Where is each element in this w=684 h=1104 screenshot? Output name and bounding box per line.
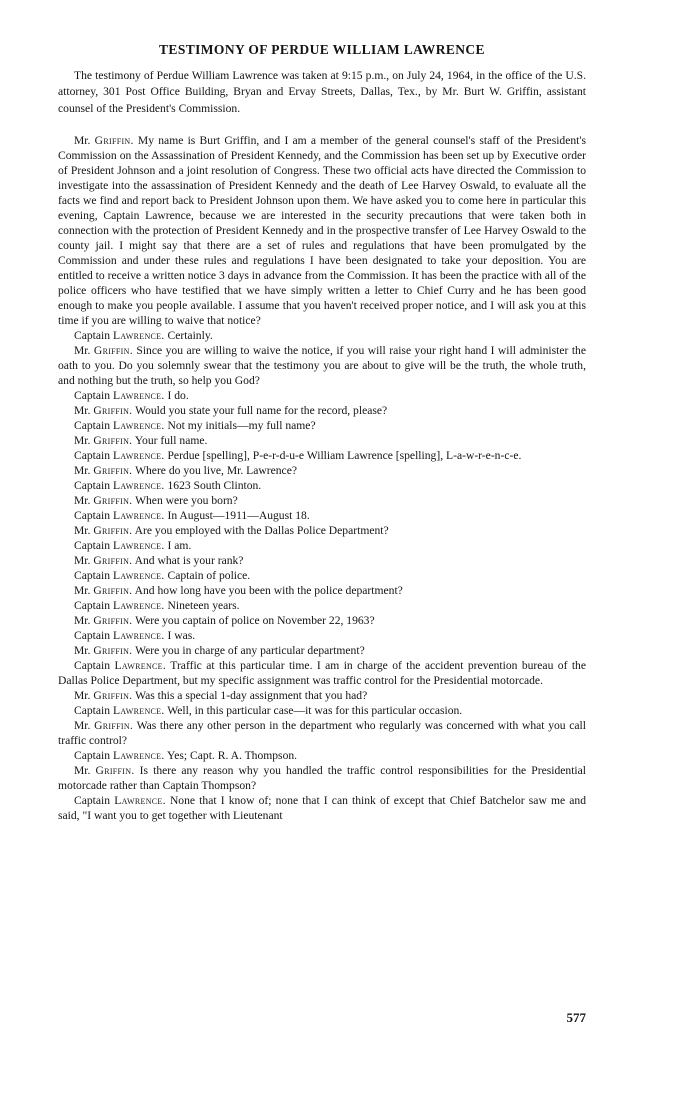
speaker-title: Captain: [74, 419, 111, 433]
testimony-paragraph: [58, 718, 586, 748]
testimony-paragraph: [58, 448, 586, 463]
speaker-title: Captain: [74, 599, 111, 613]
speaker-title: Mr.: [74, 134, 91, 148]
testimony-paragraph: [58, 793, 586, 823]
testimony-paragraph: [58, 763, 586, 793]
testimony-text: Captain of police.: [167, 569, 251, 583]
testimony-paragraph: [58, 523, 586, 538]
testimony-text: Yes; Capt. R. A. Thompson.: [167, 749, 298, 763]
testimony-text: Well, in this particular case—it was for this particular occasion.: [167, 704, 463, 718]
speaker-name: Griffin.: [94, 719, 134, 733]
speaker-name: Lawrence.: [112, 569, 165, 583]
testimony-text: Is there any reason why you handled the traffic control responsibilities for the Presidential motorcade rather than Captain Thompson?: [58, 764, 587, 793]
speaker-name: Lawrence.: [112, 539, 165, 553]
speaker-title: Captain: [74, 389, 111, 403]
speaker-title: Mr.: [74, 494, 91, 508]
speaker-name: Griffin.: [93, 614, 133, 628]
testimony-text: Nineteen years.: [167, 599, 240, 613]
testimony-text: My name is Burt Griffin, and I am a member of the general counsel's staff of the President's Commission on the Assassination of President Kennedy, and the Commission has been set up by Executive order of President Johnson and a joint resolution of Congress. These two official acts have directed the Commission to investigate into the assassination of President Kennedy and the death of Lee Harvey Oswald, to evaluate all the facts we find and report back to President Johnson upon them. We have asked you to come here in particular this evening, Captain Lawrence, because we are interested in the security precautions that were taken both in connection with the protection of President Kennedy and in the prospective transfer of Lee Harvey Oswald to the county jail. I might say that there are a set of rules and regulations that have been promulgated by the Commission and under these rules and regulations I have been designated to take your deposition. You are entitled to receive a written notice 3 days in advance from the Commission. It has been the practice with all of the police officers who have testified that we have simply written a letter to Chief Curry and he has been good enough to make you people available. I assume that you haven't received proper notice, and I will ask you at this time if you are willing to waive that notice?: [58, 134, 586, 328]
testimony-text: In August—1911—August 18.: [167, 509, 310, 523]
document-title: TESTIMONY OF PERDUE WILLIAM LAWRENCE: [159, 42, 485, 57]
testimony-paragraph: [58, 703, 586, 718]
testimony-paragraph: [58, 748, 586, 763]
testimony-paragraph: [58, 508, 586, 523]
speaker-title: Mr.: [74, 434, 91, 448]
speaker-title: Mr.: [74, 614, 91, 628]
speaker-name: Griffin.: [93, 464, 133, 478]
testimony-paragraph: [58, 463, 586, 478]
intro-paragraph: The testimony of Perdue William Lawrence was taken at 9:15 p.m., on July 24, 1964, in the office of the U.S. attorney, 301 Post Office Building, Bryan and Ervay Streets, Dallas, Tex., by Mr. Burt W. Griffin, assistant counsel of the President's Commission.: [58, 69, 586, 115]
testimony-text: Was this a special 1-day assignment that you had?: [135, 689, 368, 703]
document-page: [58, 42, 586, 823]
speaker-title: Mr.: [74, 644, 91, 658]
speaker-title: Mr.: [74, 524, 91, 538]
testimony-paragraph: [58, 433, 586, 448]
testimony-text: Since you are willing to waive the notice, if you will raise your right hand I will administer the oath to you. Do you solemnly swear that the testimony you are about to give will be the truth, the whole truth, and nothing but the truth, so help you God?: [58, 344, 586, 388]
testimony-paragraph: [58, 643, 586, 658]
speaker-title: Mr.: [74, 554, 91, 568]
speaker-title: Captain: [74, 629, 111, 643]
testimony-text: Perdue [spelling], P-e-r-d-u-e William Lawrence [spelling], L-a-w-r-e-n-c-e.: [167, 449, 522, 463]
speaker-name: Griffin.: [93, 524, 133, 538]
speaker-name: Griffin.: [93, 494, 133, 508]
speaker-name: Lawrence.: [112, 704, 165, 718]
testimony-body: [58, 133, 586, 823]
testimony-paragraph: [58, 688, 586, 703]
testimony-text: And what is your rank?: [134, 554, 244, 568]
speaker-title: Captain: [74, 569, 111, 583]
speaker-name: Lawrence.: [114, 659, 167, 673]
testimony-paragraph: [58, 658, 586, 688]
speaker-title: Captain: [74, 479, 111, 493]
speaker-name: Lawrence.: [112, 329, 165, 343]
testimony-text: Traffic at this particular time. I am in charge of the accident prevention bureau of the Dallas Police Department, but my specific assignment was traffic control for the Presidential motorcade.: [58, 659, 586, 688]
testimony-text: Would you state your full name for the record, please?: [135, 404, 388, 418]
speaker-title: Mr.: [74, 689, 91, 703]
testimony-text: Was there any other person in the department who regularly was concerned with what you call traffic control?: [58, 719, 586, 748]
testimony-paragraph: [58, 598, 586, 613]
speaker-title: Captain: [74, 704, 111, 718]
speaker-title: Captain: [74, 794, 111, 808]
speaker-name: Griffin.: [93, 434, 133, 448]
testimony-paragraph: [58, 613, 586, 628]
speaker-name: Griffin.: [94, 134, 134, 148]
testimony-paragraph: [58, 568, 586, 583]
speaker-title: Mr.: [74, 344, 91, 358]
testimony-text: Not my initials—my full name?: [167, 419, 316, 433]
speaker-title: Captain: [74, 749, 111, 763]
testimony-paragraph: [58, 583, 586, 598]
speaker-name: Lawrence.: [112, 479, 165, 493]
testimony-paragraph: [58, 328, 586, 343]
speaker-name: Lawrence.: [112, 629, 165, 643]
testimony-text: None that I know of; none that I can think of except that Chief Batchelor saw me and said, "I want you to get together with Lieutenant: [58, 794, 586, 823]
testimony-paragraph: [58, 133, 586, 328]
speaker-name: Lawrence.: [112, 599, 165, 613]
speaker-name: Lawrence.: [112, 749, 165, 763]
testimony-text: Were you captain of police on November 22, 1963?: [135, 614, 375, 628]
testimony-paragraph: [58, 478, 586, 493]
testimony-text: Are you employed with the Dallas Police Department?: [134, 524, 389, 538]
testimony-paragraph: [58, 403, 586, 418]
speaker-name: Griffin.: [93, 644, 133, 658]
testimony-text: Your full name.: [134, 434, 208, 448]
speaker-name: Griffin.: [93, 689, 133, 703]
testimony-paragraph: [58, 628, 586, 643]
testimony-paragraph: [58, 553, 586, 568]
testimony-paragraph: [58, 493, 586, 508]
testimony-text: Certainly.: [167, 329, 213, 343]
testimony-paragraph: [58, 418, 586, 433]
testimony-text: I do.: [167, 389, 189, 403]
speaker-title: Mr.: [74, 764, 91, 778]
testimony-text: I am.: [167, 539, 192, 553]
speaker-name: Lawrence.: [112, 389, 165, 403]
speaker-name: Griffin.: [93, 404, 133, 418]
testimony-paragraph: [58, 343, 586, 388]
speaker-title: Captain: [74, 509, 111, 523]
testimony-text: When were you born?: [135, 494, 238, 508]
speaker-name: Lawrence.: [112, 419, 165, 433]
testimony-text: Were you in charge of any particular department?: [135, 644, 365, 658]
speaker-name: Lawrence.: [112, 509, 165, 523]
speaker-name: Griffin.: [93, 584, 133, 598]
speaker-title: Mr.: [74, 404, 91, 418]
speaker-title: Mr.: [74, 584, 91, 598]
speaker-name: Lawrence.: [112, 449, 165, 463]
testimony-text: 1623 South Clinton.: [167, 479, 262, 493]
page-number: 577: [566, 1010, 586, 1025]
speaker-title: Mr.: [74, 464, 91, 478]
testimony-paragraph: [58, 538, 586, 553]
speaker-title: Captain: [74, 329, 111, 343]
speaker-name: Griffin.: [95, 764, 135, 778]
testimony-text: I was.: [167, 629, 196, 643]
speaker-title: Captain: [74, 449, 111, 463]
testimony-paragraph: [58, 388, 586, 403]
speaker-title: Captain: [74, 659, 111, 673]
speaker-name: Griffin.: [93, 554, 133, 568]
speaker-name: Lawrence.: [114, 794, 166, 808]
testimony-text: Where do you live, Mr. Lawrence?: [135, 464, 297, 478]
speaker-title: Mr.: [74, 719, 91, 733]
speaker-name: Griffin.: [93, 344, 133, 358]
testimony-text: And how long have you been with the police department?: [134, 584, 403, 598]
speaker-title: Captain: [74, 539, 111, 553]
